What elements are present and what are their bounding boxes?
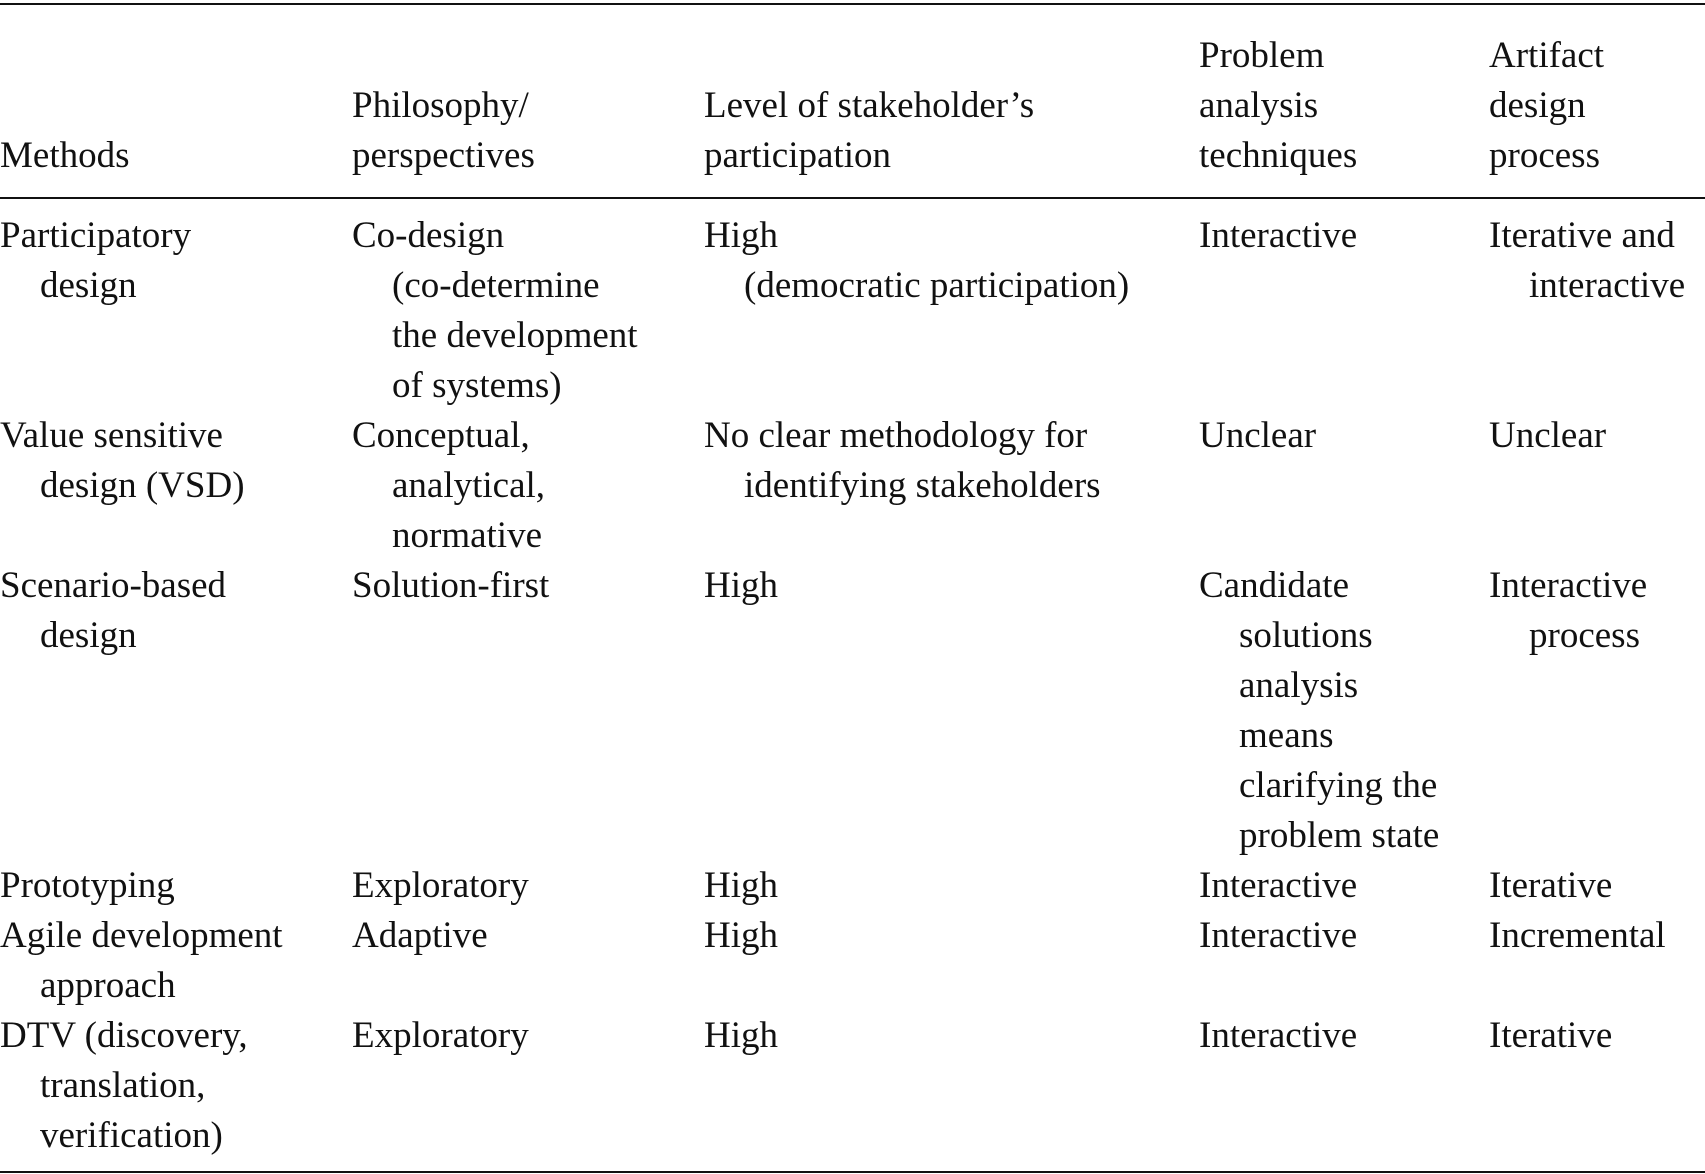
cell-participation: High — [704, 865, 778, 906]
header-artifact-design: Artifact design process — [1489, 4, 1705, 198]
cell-problem-analysis: Interactive — [1199, 915, 1358, 956]
header-problem-analysis: Problem analysis techniques — [1199, 4, 1489, 198]
cell-philosophy: Exploratory — [352, 1011, 704, 1172]
cell-philosophy: Co-design (co-determine the development of systems) — [352, 215, 638, 406]
cell-method: Scenario-based design — [0, 565, 227, 656]
cell-problem-analysis: Interactive — [1199, 1011, 1489, 1172]
cell-problem-analysis: Interactive — [1199, 865, 1358, 906]
cell-participation: High — [704, 565, 778, 606]
header-participation: Level of stakeholder’s participation — [704, 4, 1199, 198]
cell-participation: High — [704, 1011, 1199, 1172]
cell-method: DTV (discovery, translation, verification) — [0, 1011, 352, 1172]
header-philosophy: Philosophy/ perspectives — [352, 4, 704, 198]
table-row — [0, 561, 1705, 861]
cell-problem-analysis: Unclear — [1199, 415, 1317, 456]
cell-method: Agile development approach — [0, 915, 283, 1006]
table-row — [0, 861, 1705, 911]
cell-method: Value sensitive design (VSD) — [0, 415, 245, 506]
cell-problem-analysis: Candidate solutions analysis means clarifying the problem state — [1199, 565, 1440, 856]
cell-artifact-design: Unclear — [1489, 415, 1607, 456]
cell-participation: High — [704, 915, 778, 956]
cell-artifact-design: Iterative and interactive — [1489, 215, 1686, 306]
cell-method: Prototyping — [0, 865, 175, 906]
table-body — [0, 198, 1705, 1172]
table-row — [0, 1011, 1705, 1172]
cell-artifact-design: Iterative — [1489, 865, 1613, 906]
cell-participation: High (democratic participation) — [704, 215, 1130, 306]
cell-philosophy: Exploratory — [352, 865, 529, 906]
table-row — [0, 198, 1705, 411]
cell-artifact-design: Incremental — [1489, 915, 1666, 956]
cell-artifact-design: Iterative — [1489, 1011, 1705, 1172]
cell-philosophy: Solution-first — [352, 565, 550, 606]
cell-method: Participatory design — [0, 215, 192, 306]
cell-participation: No clear methodology for identifying stakeholders — [704, 415, 1101, 506]
header-row — [0, 4, 1705, 198]
table-row — [0, 911, 1705, 1011]
cell-problem-analysis: Interactive — [1199, 215, 1358, 256]
cell-philosophy: Adaptive — [352, 915, 488, 956]
table-header — [0, 4, 1705, 198]
methods-comparison-table — [0, 3, 1705, 1173]
table-row — [0, 411, 1705, 561]
cell-artifact-design: Interactive process — [1489, 565, 1648, 656]
header-methods: Methods — [0, 4, 352, 198]
cell-philosophy: Conceptual, analytical, normative — [352, 415, 546, 556]
